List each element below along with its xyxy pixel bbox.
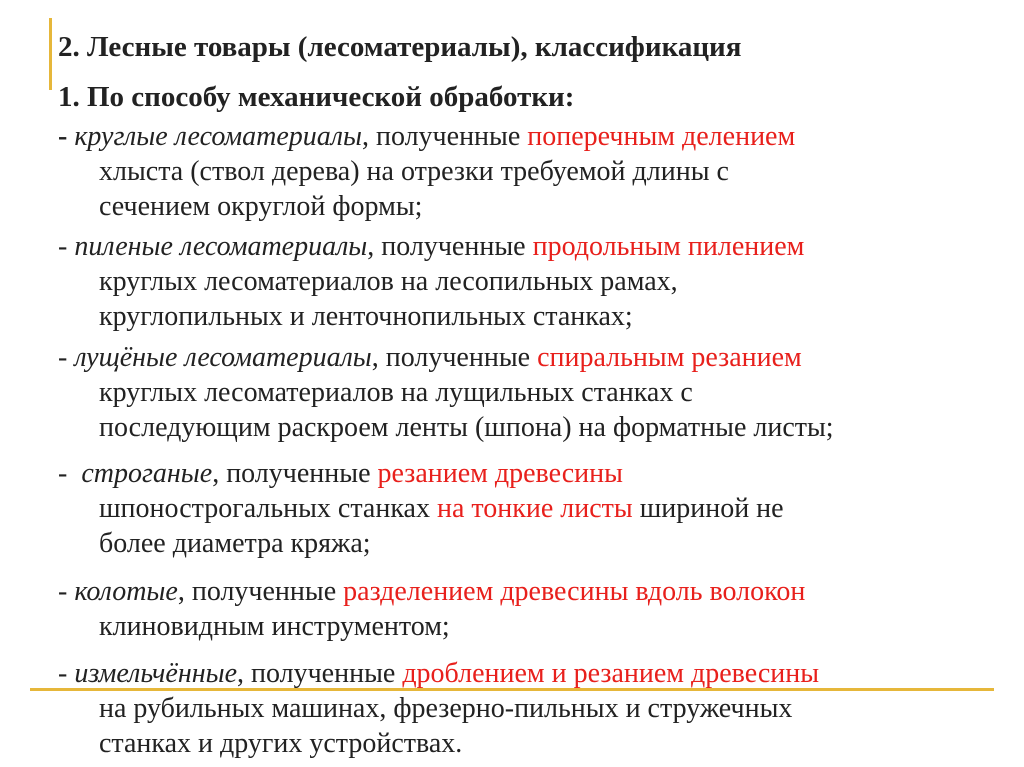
highlight-text: дроблением и резанием древесины [402, 658, 820, 689]
list-item-line: круглых лесоматериалов на лущильных станках с [99, 377, 693, 408]
continuation-text: шириной не [632, 493, 784, 524]
list-item-line: на рубильных машинах, фрезерно-пильных и стружечных [99, 693, 793, 724]
list-item-peeled-timber [58, 340, 1008, 445]
list-item-line: сечением округлой формы; [99, 191, 423, 222]
list-item-line: более диаметра кряжа; [99, 528, 371, 559]
lead-text: , полученные [361, 121, 528, 152]
highlight-text: разделением древесины вдоль волокон [343, 576, 806, 607]
list-item-line: круглопильных и ленточнопильных станках; [99, 301, 633, 332]
list-item-line: хлыста (ствол дерева) на отрезки требуемой длины с [99, 156, 729, 187]
list-item-line: последующим раскроем ленты (шпона) на форматные листы; [99, 412, 834, 443]
accent-vertical-line [49, 18, 52, 90]
term: строганые [81, 458, 213, 489]
continuation-text: шпонострогальных станках [99, 493, 437, 524]
list-dash: - [58, 458, 82, 489]
list-item-sawn-timber [58, 229, 1008, 334]
list-dash: - [58, 231, 75, 262]
list-item-line [58, 229, 1008, 264]
term: измельчённые [74, 658, 237, 689]
list-item-line [58, 574, 1008, 609]
highlight-text: резанием древесины [377, 458, 623, 489]
list-item-line [58, 656, 1008, 691]
term: лущёные лесоматериалы [74, 342, 372, 373]
list-dash: - [58, 576, 75, 607]
highlight-text: на тонкие листы [436, 493, 633, 524]
lead-text: , полученные [237, 658, 403, 689]
slide-title: 2. Лесные товары (лесоматериалы), классификация [58, 31, 742, 63]
list-dash: - [58, 342, 75, 373]
slide-subtitle: 1. По способу механической обработки: [58, 81, 575, 113]
list-dash: - [58, 658, 75, 689]
list-item-split-timber [58, 574, 1008, 644]
list-item-line [58, 119, 1008, 154]
highlight-text: спиральным резанием [537, 342, 802, 373]
term: колотые [74, 576, 178, 607]
term: круглые лесоматериалы [74, 121, 362, 152]
list-item-line [58, 340, 1008, 375]
lead-text: , полученные [177, 576, 344, 607]
list-item-line [58, 491, 1008, 526]
lead-text: , полученные [371, 342, 538, 373]
lead-text: , полученные [212, 458, 378, 489]
highlight-text: продольным пилением [532, 231, 805, 262]
list-item-planed-timber [58, 456, 1008, 561]
list-item-round-timber [58, 119, 1008, 224]
term: пиленые лесоматериалы [74, 231, 368, 262]
list-dash: - [58, 121, 75, 152]
list-item-shredded-timber [58, 656, 1008, 761]
lead-text: , полученные [367, 231, 533, 262]
highlight-text: поперечным делением [527, 121, 796, 152]
list-item-line: клиновидным инструментом; [99, 611, 450, 642]
list-item-line: круглых лесоматериалов на лесопильных рамах, [99, 266, 678, 297]
list-item-line [58, 456, 1008, 491]
list-item-line: станках и других устройствах. [99, 728, 463, 759]
